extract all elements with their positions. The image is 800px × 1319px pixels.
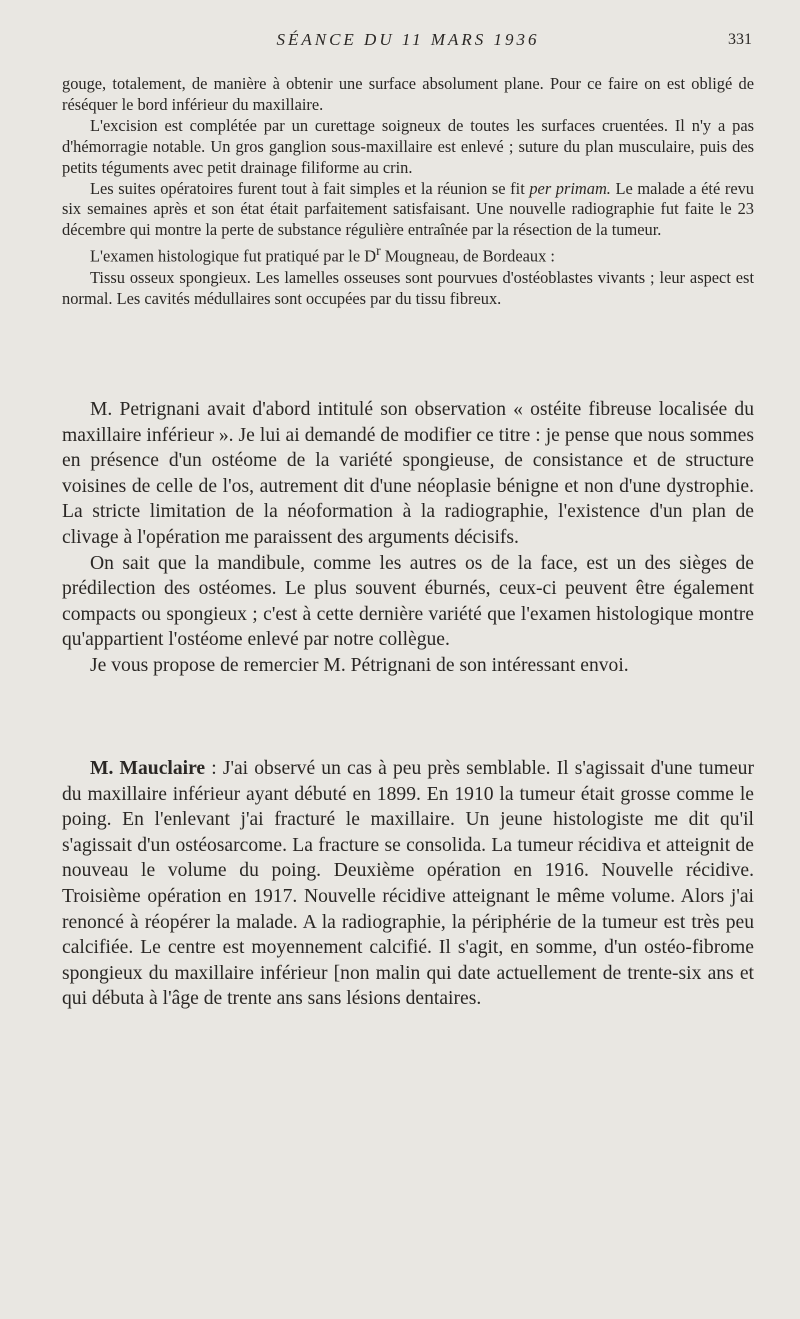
observation-continuation (62, 74, 754, 309)
histology-intro-start: L'examen histologique fut pratiqué par le D (90, 246, 377, 266)
paragraph-excision: L'excision est complétée par un curettage soigneux de toutes les surfaces cruentées. Il n'y a pas d'hémorragie notable. Un gros ganglion sous-maxillaire est enlevé ; suture du plan musculaire, puis des petits téguments avec petit drainage filiforme au crin. (62, 115, 754, 177)
doctor-superscript: r (376, 243, 381, 259)
paragraph-mauclaire (62, 756, 754, 1012)
mauclaire-text: : J'ai observé un cas à peu près semblable. Il s'agissait d'une tumeur du maxillaire inférieur ayant débuté en 1899. En 1910 la tumeur était grosse comme le poing. En l'enlevant j'ai fracturé le maxillaire. Un jeune histologiste me dit qu'il s'agissait d'un ostéosarcome. La fracture se consolida. La tumeur récidiva et atteignit de nouveau le volume du poing. Deuxième opération en 1916. Nouvelle récidive. Troisième opération en 1917. Nouvelle récidive atteignant le même volume. Alors j'ai renoncé à réopérer la malade. A la radiographie, la périphérie de la tumeur est très peu calcifiée. Le centre est moyennement calcifié. Il s'agit, en somme, d'un ostéo-fibrome spongieux du maxillaire inférieur [non malin qui date actuellement de trente-six ans et qui débuta à l'âge de trente ans sans lésions dentaires. (62, 758, 754, 1010)
paragraph-histology-result: Tissu osseux spongieux. Les lamelles osseuses sont pourvues d'ostéoblastes vivants ; leur aspect est normal. Les cavités médullaires sont occupées par du tissu fibreux. (62, 267, 754, 308)
histology-intro-end: Mougneau, de Bordeaux : (380, 246, 555, 266)
page-number: 331 (728, 31, 752, 48)
postop-text-end: Le malade a été revu six semaines après et son état était parfaitement satisfaisant. Une nouvelle radiographie fut faite le 23 décembre qui montre la perte de substance régulière entraînée par la résection de la tumeur. (62, 178, 754, 240)
speaker-name: M. Mauclaire (90, 758, 206, 779)
page-header (62, 30, 754, 54)
mauclaire-discussion (62, 756, 754, 1012)
paragraph-operation-end: gouge, totalement, de manière à obtenir une surface absolument plane. Pour ce faire on est obligé de réséquer le bord inférieur du maxillaire. (62, 74, 754, 114)
paragraph-postoperative (62, 179, 754, 242)
running-title: SÉANCE DU 11 MARS 1936 (276, 30, 540, 49)
paragraph-title-change: M. Petrignani avait d'abord intitulé son observation « ostéite fibreuse localisée du maxillaire inférieur ». Je lui ai demandé de modifier ce titre : je pense que nous sommes en présence d'un ostéome de la variété spongieuse, de consistance et de structure voisines de celle de l'os, autrement dit d'une néoplasie bénigne et non d'une dystrophie. La stricte limitation de la néoformation à la radiographie, l'existence d'un plan de clivage à l'opération me paraissent des arguments décisifs. (62, 399, 754, 548)
paragraph-mandible-osteomes: On sait que la mandibule, comme les autres os de la face, est un des sièges de prédilection des ostéomes. Le plus souvent éburnés, ceux-ci peuvent être également compacts ou spongieux ; c'est à cette dernière variété que l'examen histologique montre qu'appartient l'ostéome enlevé par notre collègue. (62, 552, 754, 651)
postop-text-start: Les suites opératoires furent tout à fait simples et la réunion se fit (90, 178, 530, 198)
paragraph-thanks: Je vous propose de remercier M. Pétrignani de son intéressant envoi. (90, 654, 629, 676)
paragraph-histology-intro (62, 241, 754, 267)
per-primam-italic: per primam. (529, 178, 611, 198)
rapporteur-commentary (62, 397, 754, 679)
